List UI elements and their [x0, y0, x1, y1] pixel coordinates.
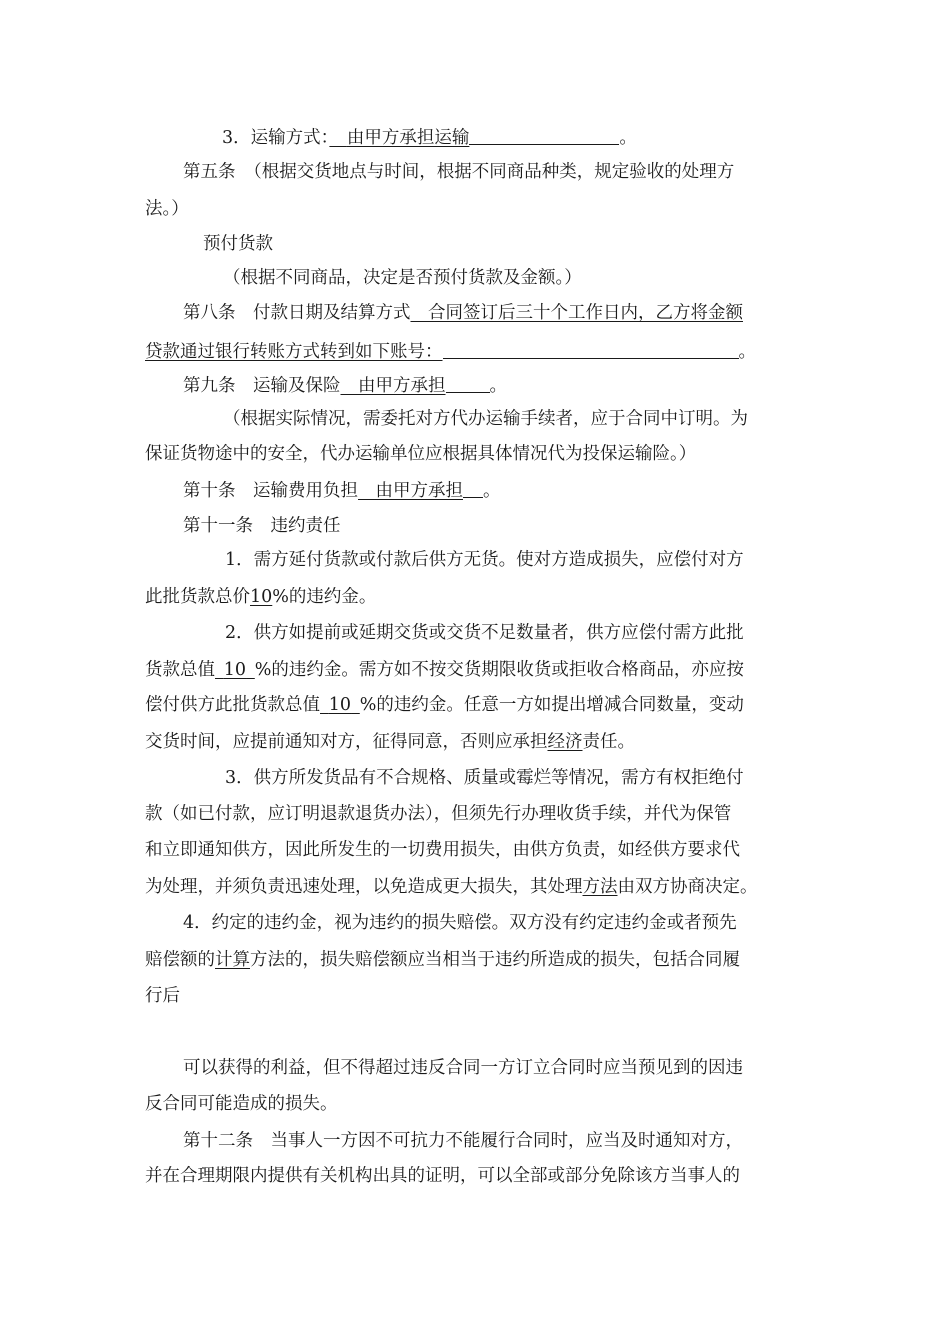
article-9-note: （根据实际情况，需委托对方代办运输手续者，应于合同中订明。为 [223, 409, 748, 429]
clause-11-3: 3．供方所发货品有不合规格、质量或霉烂等情况，需方有权拒绝付 [225, 768, 744, 788]
article-5-cont: 法。） [145, 199, 189, 219]
article-8: 第八条 付款日期及结算方式 合同签订后三十个工作日内，乙方将金额 [183, 303, 743, 323]
transport-method-value: 由甲方承担运输 [329, 128, 619, 148]
article-9: 第九条 运输及保险 由甲方承担 。 [183, 376, 507, 396]
insurance-value: 由甲方承担 [341, 376, 490, 396]
clause-11-4-cont4: 反合同可能造成的损失。 [145, 1094, 338, 1114]
clause-11-3-cont3: 为处理，并须负责迅速处理，以免造成更大损失，其处理方法由双方协商决定。 [145, 877, 758, 897]
prepayment-heading: 预付货款 [203, 234, 273, 254]
clause-11-3-cont1: 款（如已付款，应订明退款退货办法），但须先行办理收货手续，并代为保管 [145, 804, 732, 824]
penalty-rate-3: 10 [328, 695, 352, 715]
article-12-cont: 并在合理期限内提供有关机构出具的证明，可以全部或部分免除该方当事人的 [145, 1166, 740, 1186]
article-9-note-cont: 保证货物途中的安全，代办运输单位应根据具体情况代为投保运输险。） [145, 444, 697, 464]
prepayment-note: （根据不同商品，决定是否预付货款及金额。） [223, 268, 582, 288]
clause-11-4-cont1: 赔偿额的计算方法的，损失赔偿额应当相当于违约所造成的损失，包括合同履 [145, 950, 740, 970]
calculation-link: 计算 [215, 950, 250, 970]
clause-11-2-cont2: 偿付供方此批货款总值 10 %的违约金。任意一方如提出增减合同数量，变动 [145, 695, 744, 715]
article-8-cont: 贷款通过银行转账方式转到如下账号： 。 [145, 342, 756, 362]
clause-11-1-cont: 此批货款总价10%的违约金。 [145, 587, 377, 607]
clause-11-3-cont2: 和立即通知供方，因此所发生的一切费用损失，由供方负责，如经供方要求代 [145, 840, 740, 860]
article-5: 第五条 （根据交货地点与时间，根据不同商品种类，规定验收的处理方 [183, 162, 735, 182]
clause-11-2-cont1: 货款总值 10 %的违约金。需方如不按交货期限收货或拒收合格商品，亦应按 [145, 660, 744, 680]
article-12: 第十二条 当事人一方因不可抗力不能履行合同时，应当及时通知对方， [183, 1131, 743, 1151]
clause-11-4-cont3: 可以获得的利益，但不得超过违反合同一方订立合同时应当预见到的因违 [183, 1058, 743, 1078]
clause-11-4: 4．约定的违约金，视为违约的损失赔偿。双方没有约定违约金或者预先 [183, 913, 737, 933]
penalty-rate-2: 10 [223, 660, 247, 680]
account-line: 贷款通过银行转账方式转到如下账号： [145, 342, 443, 362]
method-link: 方法 [582, 877, 618, 897]
account-blank [443, 340, 739, 359]
payment-terms-value: 合同签订后三十个工作日内，乙方将金额 [428, 303, 743, 323]
penalty-rate-1: 10 [250, 587, 273, 607]
article-11: 第十一条 违约责任 [183, 516, 341, 536]
clause-11-1: 1．需方延付货款或付款后供方无货。使对方造成损失，应偿付对方 [225, 550, 744, 570]
clause-11-2: 2．供方如提前或延期交货或交货不足数量者，供方应偿付需方此批 [225, 623, 744, 643]
clause-11-2-cont3: 交货时间，应提前通知对方，征得同意，否则应承担经济责任。 [145, 732, 635, 752]
transport-method-line: 3．运输方式： 由甲方承担运输 。 [222, 128, 637, 148]
freight-value: 由甲方承担 [358, 481, 483, 501]
article-10: 第十条 运输费用负担 由甲方承担 。 [183, 481, 501, 501]
economic-link: 经济 [547, 732, 583, 752]
clause-11-4-cont2: 行后 [145, 986, 180, 1006]
